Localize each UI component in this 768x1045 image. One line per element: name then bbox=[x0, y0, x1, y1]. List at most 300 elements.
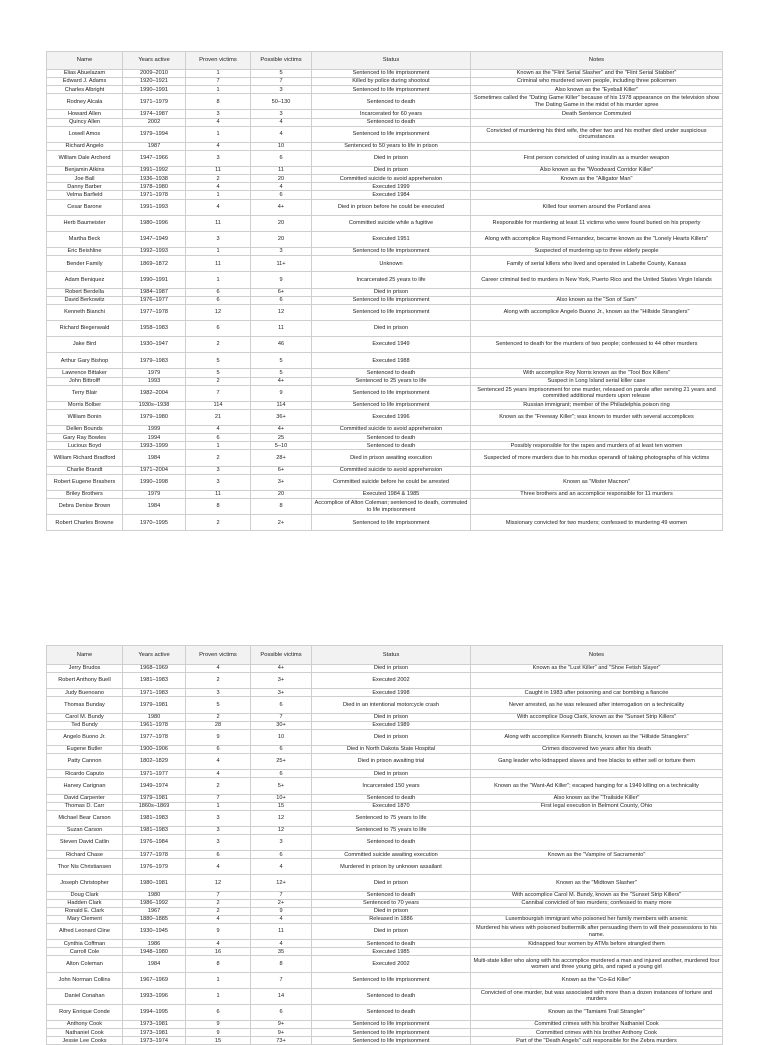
name-cell: Carroll Cole bbox=[47, 948, 123, 956]
proven-victims-cell: 1 bbox=[186, 802, 251, 810]
notes-cell bbox=[471, 142, 723, 150]
proven-victims-cell: 4 bbox=[186, 142, 251, 150]
name-cell: Nathaniel Cook bbox=[47, 1029, 123, 1037]
proven-victims-cell: 3 bbox=[186, 834, 251, 850]
table-row bbox=[47, 875, 723, 891]
proven-victims-cell: 4 bbox=[186, 754, 251, 770]
table-row bbox=[47, 826, 723, 834]
proven-victims-cell: 3 bbox=[186, 810, 251, 826]
status-cell: Died in prison awaiting trial bbox=[312, 754, 471, 770]
years-active-cell: 1981–1983 bbox=[123, 673, 186, 689]
proven-victims-cell: 6 bbox=[186, 745, 251, 753]
possible-victims-cell: 20 bbox=[251, 231, 312, 247]
table-row bbox=[47, 1021, 723, 1029]
name-cell: Joseph Christopher bbox=[47, 875, 123, 891]
notes-cell: Also known as the "Trailside Killer" bbox=[471, 794, 723, 802]
name-cell: Ricardo Caputo bbox=[47, 770, 123, 778]
table-row bbox=[47, 377, 723, 385]
possible-victims-cell: 7 bbox=[251, 972, 312, 988]
status-cell: Died in prison awaiting execution bbox=[312, 450, 471, 466]
status-cell: Sentenced to life imprisonment bbox=[312, 1037, 471, 1045]
notes-cell bbox=[471, 426, 723, 434]
table-row bbox=[47, 474, 723, 490]
notes-cell bbox=[471, 859, 723, 875]
status-cell: Sentenced to life imprisonment bbox=[312, 70, 471, 78]
notes-cell: Family of serial killers who lived and operated in Labette County, Kansas bbox=[471, 256, 723, 272]
notes-cell bbox=[471, 907, 723, 915]
table-row bbox=[47, 1004, 723, 1020]
status-cell: Sentenced to death bbox=[312, 1004, 471, 1020]
header-proven-victims: Proven victims bbox=[186, 52, 251, 70]
years-active-cell: 1977–1978 bbox=[123, 729, 186, 745]
proven-victims-cell: 1 bbox=[186, 86, 251, 94]
notes-cell: Missionary convicted for two murders; confessed to murdering 49 women bbox=[471, 515, 723, 531]
proven-victims-cell: 1 bbox=[186, 191, 251, 199]
table-row bbox=[47, 304, 723, 320]
years-active-cell: 1971–1979 bbox=[123, 94, 186, 110]
table-row bbox=[47, 337, 723, 353]
table-row bbox=[47, 466, 723, 474]
possible-victims-cell: 6 bbox=[251, 851, 312, 859]
notes-cell: Suspect in Long Island serial killer case bbox=[471, 377, 723, 385]
notes-cell: Responsible for murdering at least 11 victims who were found buried on his property bbox=[471, 215, 723, 231]
years-active-cell: 1977–1978 bbox=[123, 304, 186, 320]
name-cell: Richard Chase bbox=[47, 851, 123, 859]
years-active-cell: 1880–1885 bbox=[123, 915, 186, 923]
possible-victims-cell: 50–130 bbox=[251, 94, 312, 110]
table-row bbox=[47, 450, 723, 466]
status-cell: Sentenced to death bbox=[312, 369, 471, 377]
name-cell: Doug Clark bbox=[47, 891, 123, 899]
status-cell: Executed 1988 bbox=[312, 353, 471, 369]
possible-victims-cell: 6 bbox=[251, 770, 312, 778]
possible-victims-cell: 5+ bbox=[251, 778, 312, 794]
notes-cell bbox=[471, 721, 723, 729]
proven-victims-cell: 3 bbox=[186, 231, 251, 247]
proven-victims-cell: 8 bbox=[186, 94, 251, 110]
proven-victims-cell: 1 bbox=[186, 70, 251, 78]
status-cell: Committed suicide to avoid apprehension bbox=[312, 426, 471, 434]
table-row bbox=[47, 442, 723, 450]
proven-victims-cell: 21 bbox=[186, 409, 251, 425]
table-row bbox=[47, 794, 723, 802]
years-active-cell: 1930–1947 bbox=[123, 337, 186, 353]
possible-victims-cell: 7 bbox=[251, 713, 312, 721]
proven-victims-cell: 9 bbox=[186, 924, 251, 940]
name-cell: Gary Ray Bowles bbox=[47, 434, 123, 442]
name-cell: Hadden Clark bbox=[47, 899, 123, 907]
table-row bbox=[47, 940, 723, 948]
years-active-cell: 1980 bbox=[123, 891, 186, 899]
proven-victims-cell: 3 bbox=[186, 474, 251, 490]
status-cell: Died in prison bbox=[312, 907, 471, 915]
name-cell: Martha Beck bbox=[47, 231, 123, 247]
years-active-cell: 1971–1977 bbox=[123, 770, 186, 778]
possible-victims-cell: 10 bbox=[251, 729, 312, 745]
name-cell: Anthony Cook bbox=[47, 1021, 123, 1029]
name-cell: Rodney Alcala bbox=[47, 94, 123, 110]
proven-victims-cell: 12 bbox=[186, 304, 251, 320]
status-cell: Died in North Dakota State Hospital bbox=[312, 745, 471, 753]
table-row bbox=[47, 915, 723, 923]
years-active-cell: 1982–2004 bbox=[123, 385, 186, 401]
table-row bbox=[47, 70, 723, 78]
name-cell: Kenneth Bianchi bbox=[47, 304, 123, 320]
status-cell: Committed suicide awaiting execution bbox=[312, 851, 471, 859]
proven-victims-cell: 7 bbox=[186, 891, 251, 899]
notes-cell: Suspected of more murders due to his modus operandi of taking photographs of his victims bbox=[471, 450, 723, 466]
possible-victims-cell: 5–10 bbox=[251, 442, 312, 450]
notes-cell: Murdered his wives with poisoned buttermilk after persuading them to will their possessions to his name. bbox=[471, 924, 723, 940]
possible-victims-cell: 9 bbox=[251, 385, 312, 401]
years-active-cell: 1967 bbox=[123, 907, 186, 915]
status-cell: Committed suicide to avoid apprehension bbox=[312, 466, 471, 474]
name-cell: Dellen Bounds bbox=[47, 426, 123, 434]
years-active-cell: 1802–1829 bbox=[123, 754, 186, 770]
proven-victims-cell: 2 bbox=[186, 337, 251, 353]
years-active-cell: 1930s–1938 bbox=[123, 401, 186, 409]
name-cell: Robert Charles Browne bbox=[47, 515, 123, 531]
possible-victims-cell: 9 bbox=[251, 907, 312, 915]
possible-victims-cell: 5 bbox=[251, 369, 312, 377]
possible-victims-cell: 11 bbox=[251, 320, 312, 336]
notes-cell: Criminal who murdered seven people, including three policemen bbox=[471, 78, 723, 86]
header-name: Name bbox=[47, 646, 123, 665]
table-row bbox=[47, 86, 723, 94]
proven-victims-cell: 9 bbox=[186, 1029, 251, 1037]
possible-victims-cell: 30+ bbox=[251, 721, 312, 729]
killers-table-page-1 bbox=[46, 51, 723, 531]
status-cell: Sentenced to life imprisonment bbox=[312, 1021, 471, 1029]
status-cell: Executed 1985 bbox=[312, 948, 471, 956]
proven-victims-cell: 11 bbox=[186, 490, 251, 498]
name-cell: Cesar Barone bbox=[47, 199, 123, 215]
table-header-row bbox=[47, 52, 723, 70]
years-active-cell: 1984 bbox=[123, 498, 186, 514]
table-row bbox=[47, 409, 723, 425]
proven-victims-cell: 3 bbox=[186, 826, 251, 834]
table-row bbox=[47, 721, 723, 729]
name-cell: Lowell Amos bbox=[47, 126, 123, 142]
years-active-cell: 1979–1980 bbox=[123, 409, 186, 425]
notes-cell: Also known as the "Woodward Corridor Killer" bbox=[471, 167, 723, 175]
status-cell: Died in prison bbox=[312, 713, 471, 721]
notes-cell: With accomplice Carol M. Bundy, known as the "Sunset Strip Killers" bbox=[471, 891, 723, 899]
status-cell: Executed 1949 bbox=[312, 337, 471, 353]
status-cell: Executed 1870 bbox=[312, 802, 471, 810]
proven-victims-cell: 1 bbox=[186, 972, 251, 988]
table-row bbox=[47, 78, 723, 86]
notes-cell: Known as the "Flint Serial Slasher" and the "Flint Serial Stabber" bbox=[471, 70, 723, 78]
status-cell: Executed 2002 bbox=[312, 673, 471, 689]
years-active-cell: 1991–1992 bbox=[123, 167, 186, 175]
years-active-cell: 1984–1987 bbox=[123, 288, 186, 296]
notes-cell: Known as the "Co-Ed Killer" bbox=[471, 972, 723, 988]
notes-cell bbox=[471, 118, 723, 126]
table-row bbox=[47, 745, 723, 753]
years-active-cell: 1980 bbox=[123, 713, 186, 721]
possible-victims-cell: 36+ bbox=[251, 409, 312, 425]
name-cell: Terry Blair bbox=[47, 385, 123, 401]
possible-victims-cell: 12+ bbox=[251, 875, 312, 891]
status-cell: Accomplice of Alton Coleman; sentenced to death, commuted to life imprisonment bbox=[312, 498, 471, 514]
years-active-cell: 1990–1998 bbox=[123, 474, 186, 490]
possible-victims-cell: 4 bbox=[251, 118, 312, 126]
status-cell: Incarcerated 25 years to life bbox=[312, 272, 471, 288]
name-cell: Benjamin Atkins bbox=[47, 167, 123, 175]
possible-victims-cell: 6+ bbox=[251, 466, 312, 474]
notes-cell: First legal execution in Belmont County, Ohio bbox=[471, 802, 723, 810]
proven-victims-cell: 7 bbox=[186, 794, 251, 802]
status-cell: Sentenced to life imprisonment bbox=[312, 972, 471, 988]
possible-victims-cell: 73+ bbox=[251, 1037, 312, 1045]
notes-cell: Killed four women around the Portland area bbox=[471, 199, 723, 215]
table-row bbox=[47, 288, 723, 296]
proven-victims-cell: 4 bbox=[186, 859, 251, 875]
possible-victims-cell: 20 bbox=[251, 215, 312, 231]
years-active-cell: 1976–1979 bbox=[123, 859, 186, 875]
status-cell: Sentenced to life imprisonment bbox=[312, 385, 471, 401]
proven-victims-cell: 12 bbox=[186, 875, 251, 891]
years-active-cell: 1973–1974 bbox=[123, 1037, 186, 1045]
proven-victims-cell: 2 bbox=[186, 450, 251, 466]
table-row bbox=[47, 167, 723, 175]
years-active-cell: 1949–1974 bbox=[123, 778, 186, 794]
table-row bbox=[47, 256, 723, 272]
notes-cell: Gang leader who kidnapped slaves and free blacks to either sell or torture them bbox=[471, 754, 723, 770]
proven-victims-cell: 6 bbox=[186, 434, 251, 442]
name-cell: Danny Barber bbox=[47, 183, 123, 191]
years-active-cell: 1971–1978 bbox=[123, 191, 186, 199]
status-cell: Executed 1998 bbox=[312, 689, 471, 697]
proven-victims-cell: 4 bbox=[186, 770, 251, 778]
notes-cell: Known as the "Tamiami Trail Strangler" bbox=[471, 1004, 723, 1020]
notes-cell: Known as the "Vampire of Sacramento" bbox=[471, 851, 723, 859]
table-row bbox=[47, 515, 723, 531]
notes-cell: Known as the "Freeway Killer"; was known to murder with several accomplices bbox=[471, 409, 723, 425]
table-row bbox=[47, 150, 723, 166]
table-row bbox=[47, 859, 723, 875]
table-row bbox=[47, 770, 723, 778]
years-active-cell: 1984 bbox=[123, 450, 186, 466]
name-cell: Harvey Carignan bbox=[47, 778, 123, 794]
notes-cell bbox=[471, 191, 723, 199]
possible-victims-cell: 11+ bbox=[251, 256, 312, 272]
notes-cell: Known as the "Alligator Man" bbox=[471, 175, 723, 183]
notes-cell: Sometimes called the "Dating Game Killer" because of his 1978 appearance on the television show The Dating Game in the midst of his murder spree bbox=[471, 94, 723, 110]
proven-victims-cell: 3 bbox=[186, 689, 251, 697]
status-cell: Executed 1984 bbox=[312, 191, 471, 199]
notes-cell: Convicted of one murder, but was associated with more than a dozen instances of torture and murders bbox=[471, 988, 723, 1004]
status-cell: Sentenced to death bbox=[312, 891, 471, 899]
possible-victims-cell: 3 bbox=[251, 834, 312, 850]
status-cell: Executed 1951 bbox=[312, 231, 471, 247]
possible-victims-cell: 6 bbox=[251, 191, 312, 199]
table-row bbox=[47, 924, 723, 940]
status-cell: Sentenced to life imprisonment bbox=[312, 296, 471, 304]
table-row bbox=[47, 1029, 723, 1037]
possible-victims-cell: 9+ bbox=[251, 1029, 312, 1037]
table-row bbox=[47, 272, 723, 288]
name-cell: Lawrence Bittaker bbox=[47, 369, 123, 377]
proven-victims-cell: 1 bbox=[186, 272, 251, 288]
proven-victims-cell: 2 bbox=[186, 899, 251, 907]
name-cell: Joe Ball bbox=[47, 175, 123, 183]
notes-cell: Known as "Mister Macnon" bbox=[471, 474, 723, 490]
notes-cell: With accomplice Roy Norris known as the "Tool Box Killers" bbox=[471, 369, 723, 377]
table-row bbox=[47, 231, 723, 247]
status-cell: Sentenced to death bbox=[312, 794, 471, 802]
possible-victims-cell: 14 bbox=[251, 988, 312, 1004]
notes-cell: With accomplice Doug Clark, known as the "Sunset Strip Killers" bbox=[471, 713, 723, 721]
status-cell: Sentenced to 75 years to life bbox=[312, 826, 471, 834]
years-active-cell: 1974–1987 bbox=[123, 110, 186, 118]
name-cell: Robert Anthony Buell bbox=[47, 673, 123, 689]
proven-victims-cell: 2 bbox=[186, 377, 251, 385]
table-header-row bbox=[47, 646, 723, 665]
notes-cell: First person convicted of using insulin as a murder weapon bbox=[471, 150, 723, 166]
header-notes: Notes bbox=[471, 52, 723, 70]
name-cell: Richard Angelo bbox=[47, 142, 123, 150]
years-active-cell: 1920–1921 bbox=[123, 78, 186, 86]
possible-victims-cell: 12 bbox=[251, 826, 312, 834]
status-cell: Died in prison before he could be executed bbox=[312, 199, 471, 215]
name-cell: Quincy Allen bbox=[47, 118, 123, 126]
notes-cell bbox=[471, 673, 723, 689]
years-active-cell: 1999 bbox=[123, 426, 186, 434]
header-years-active: Years active bbox=[123, 52, 186, 70]
status-cell: Executed 1984 & 1985 bbox=[312, 490, 471, 498]
proven-victims-cell: 9 bbox=[186, 1021, 251, 1029]
proven-victims-cell: 3 bbox=[186, 150, 251, 166]
name-cell: Robert Berdella bbox=[47, 288, 123, 296]
years-active-cell: 1970–1995 bbox=[123, 515, 186, 531]
header-status: Status bbox=[312, 52, 471, 70]
years-active-cell: 1973–1981 bbox=[123, 1021, 186, 1029]
proven-victims-cell: 1 bbox=[186, 442, 251, 450]
notes-cell: Sentenced to death for the murders of two people; confessed to 44 other murders bbox=[471, 337, 723, 353]
proven-victims-cell: 11 bbox=[186, 256, 251, 272]
notes-cell bbox=[471, 353, 723, 369]
possible-victims-cell: 114 bbox=[251, 401, 312, 409]
notes-cell: Caught in 1983 after poisoning and car bombing a fiancée bbox=[471, 689, 723, 697]
possible-victims-cell: 11 bbox=[251, 167, 312, 175]
table-row bbox=[47, 426, 723, 434]
name-cell: Mary Clement bbox=[47, 915, 123, 923]
years-active-cell: 1986 bbox=[123, 940, 186, 948]
status-cell: Released in 1886 bbox=[312, 915, 471, 923]
name-cell: Jerry Brudos bbox=[47, 665, 123, 673]
table-row bbox=[47, 215, 723, 231]
table-row bbox=[47, 175, 723, 183]
proven-victims-cell: 1 bbox=[186, 988, 251, 1004]
table-row bbox=[47, 697, 723, 713]
proven-victims-cell: 6 bbox=[186, 851, 251, 859]
table-row bbox=[47, 891, 723, 899]
status-cell: Sentenced to death bbox=[312, 94, 471, 110]
status-cell: Sentenced to 75 years to life bbox=[312, 810, 471, 826]
header-years-active: Years active bbox=[123, 646, 186, 665]
name-cell: John Bittrolff bbox=[47, 377, 123, 385]
notes-cell: Committed crimes with his brother Anthony Cook bbox=[471, 1029, 723, 1037]
possible-victims-cell: 10 bbox=[251, 142, 312, 150]
name-cell: Ronald E. Clark bbox=[47, 907, 123, 915]
proven-victims-cell: 16 bbox=[186, 948, 251, 956]
possible-victims-cell: 12 bbox=[251, 304, 312, 320]
status-cell: Killed by police during shootout bbox=[312, 78, 471, 86]
notes-cell: Known as the "Lust Killer" and "Shoe Fetish Slayer" bbox=[471, 665, 723, 673]
name-cell: Briley Brothers bbox=[47, 490, 123, 498]
name-cell: William Dale Archerd bbox=[47, 150, 123, 166]
years-active-cell: 1994 bbox=[123, 434, 186, 442]
proven-victims-cell: 4 bbox=[186, 940, 251, 948]
table-row bbox=[47, 810, 723, 826]
table-row bbox=[47, 94, 723, 110]
possible-victims-cell: 3 bbox=[251, 86, 312, 94]
years-active-cell: 1979–1981 bbox=[123, 794, 186, 802]
notes-cell bbox=[471, 466, 723, 474]
status-cell: Sentenced to death bbox=[312, 988, 471, 1004]
status-cell: Executed 1999 bbox=[312, 183, 471, 191]
possible-victims-cell: 4 bbox=[251, 859, 312, 875]
notes-cell bbox=[471, 948, 723, 956]
possible-victims-cell: 8 bbox=[251, 956, 312, 972]
name-cell: Patty Cannon bbox=[47, 754, 123, 770]
name-cell: David Carpenter bbox=[47, 794, 123, 802]
notes-cell: Possibly responsible for the rapes and murders of at least ten women bbox=[471, 442, 723, 450]
proven-victims-cell: 8 bbox=[186, 956, 251, 972]
header-status: Status bbox=[312, 646, 471, 665]
notes-cell bbox=[471, 826, 723, 834]
years-active-cell: 1961–1978 bbox=[123, 721, 186, 729]
years-active-cell: 1947–1966 bbox=[123, 150, 186, 166]
name-cell: Carol M. Bundy bbox=[47, 713, 123, 721]
table-row bbox=[47, 110, 723, 118]
notes-cell: Sentenced 25 years imprisonment for one murder, released on parole after serving 21 years and committed additional murders upon release bbox=[471, 385, 723, 401]
status-cell: Sentenced to death bbox=[312, 434, 471, 442]
name-cell: Elias Abuelazam bbox=[47, 70, 123, 78]
notes-cell bbox=[471, 498, 723, 514]
possible-victims-cell: 6+ bbox=[251, 288, 312, 296]
possible-victims-cell: 3+ bbox=[251, 474, 312, 490]
proven-victims-cell: 2 bbox=[186, 778, 251, 794]
years-active-cell: 1900–1906 bbox=[123, 745, 186, 753]
name-cell: Ted Bundy bbox=[47, 721, 123, 729]
header-proven-victims: Proven victims bbox=[186, 646, 251, 665]
table-row bbox=[47, 498, 723, 514]
possible-victims-cell: 2+ bbox=[251, 899, 312, 907]
notes-cell bbox=[471, 834, 723, 850]
status-cell: Sentenced to life imprisonment bbox=[312, 401, 471, 409]
proven-victims-cell: 4 bbox=[186, 118, 251, 126]
table-row bbox=[47, 118, 723, 126]
possible-victims-cell: 35 bbox=[251, 948, 312, 956]
status-cell: Incarcerated for 60 years bbox=[312, 110, 471, 118]
proven-victims-cell: 6 bbox=[186, 320, 251, 336]
name-cell: Angelo Buono Jr. bbox=[47, 729, 123, 745]
header-possible-victims: Possible victims bbox=[251, 52, 312, 70]
name-cell: William Richard Bradford bbox=[47, 450, 123, 466]
notes-cell bbox=[471, 183, 723, 191]
proven-victims-cell: 4 bbox=[186, 199, 251, 215]
notes-cell: Luxembourgish immigrant who poisoned her family members with arsenic bbox=[471, 915, 723, 923]
status-cell: Died in prison bbox=[312, 150, 471, 166]
table-row bbox=[47, 385, 723, 401]
table-row bbox=[47, 754, 723, 770]
years-active-cell: 1993 bbox=[123, 377, 186, 385]
years-active-cell: 1958–1983 bbox=[123, 320, 186, 336]
table-row bbox=[47, 665, 723, 673]
